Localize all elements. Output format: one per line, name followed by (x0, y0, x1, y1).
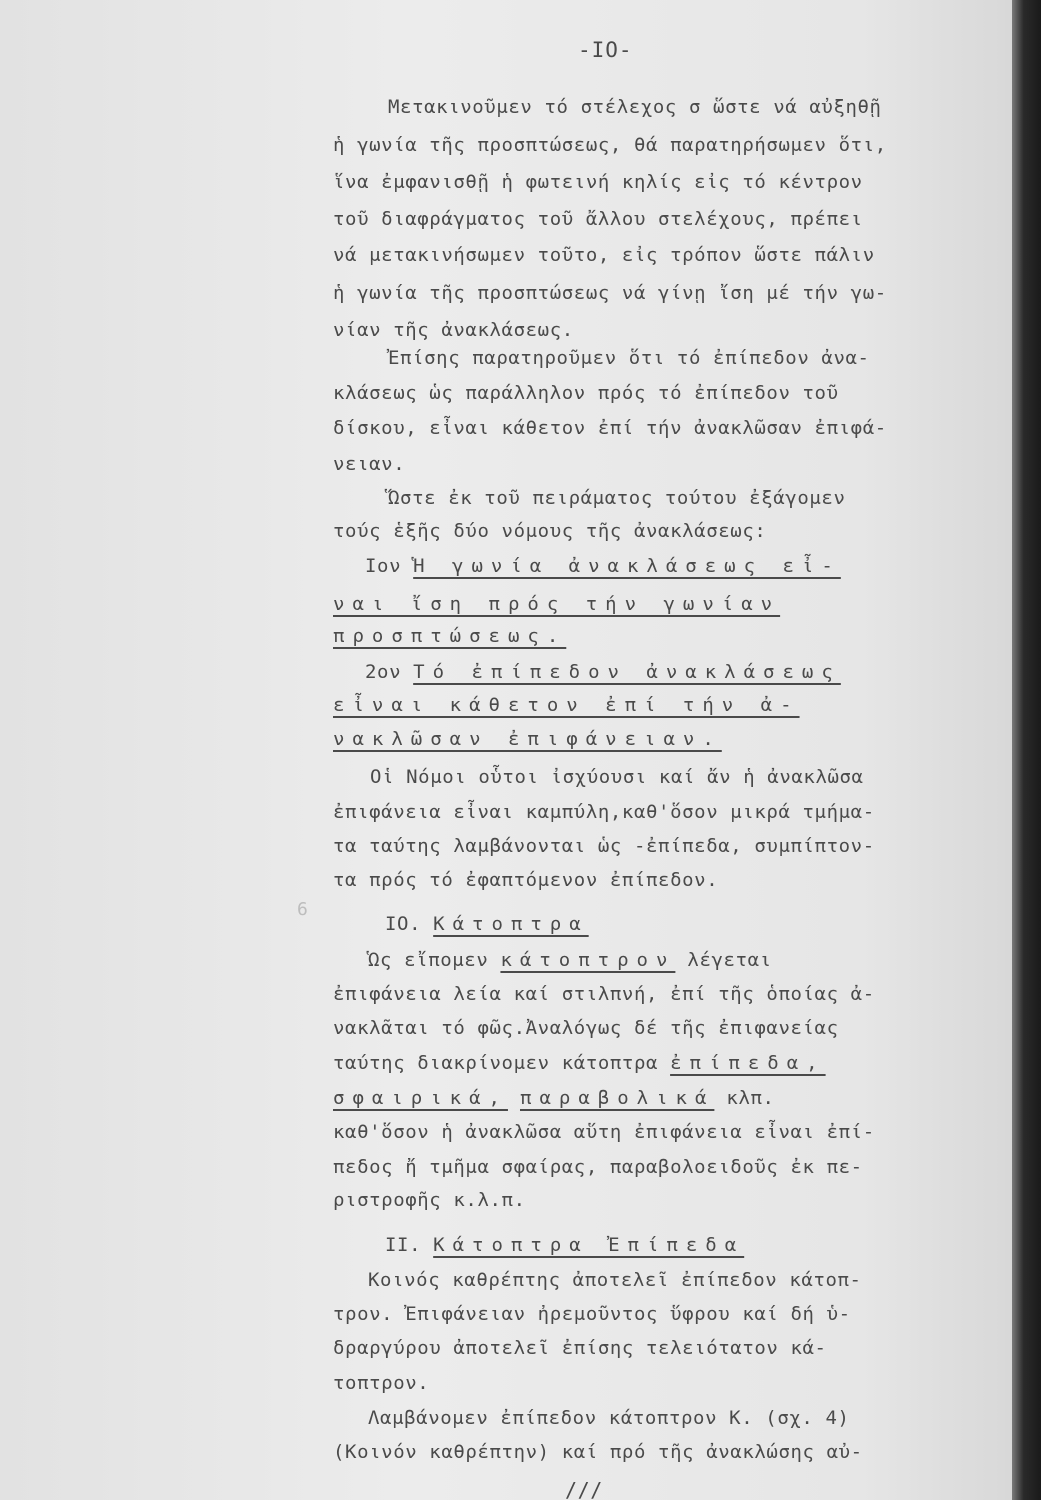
text-line: Λαμβάνομεν ἐπίπεδον κάτοπτρον Κ. (σχ. 4) (368, 1407, 850, 1429)
law-1-text-cont: ναι ἴση πρός τήν γωνίαν (333, 593, 781, 615)
section-10-heading (385, 912, 589, 936)
text-span: ταύτης διακρίνομεν κάτοπτρα (333, 1052, 671, 1074)
text-line (333, 1086, 775, 1110)
section-number: ΙΟ. (385, 913, 434, 935)
text-line: Ὥστε ἐκ τοῦ πειράματος τούτου ἐξάγομεν (388, 487, 846, 509)
law-2-line (365, 660, 841, 684)
text-line: ἡ γωνία τῆς προσπτώσεως νά γίνῃ ἴση μέ τήν γω- (333, 282, 887, 304)
text-line: Οἱ Νόμοι οὗτοι ἰσχύουσι καί ἄν ἡ ἀνακλῶσα (370, 766, 864, 788)
text-span: κλπ. (714, 1087, 775, 1109)
binding-edge (1012, 0, 1041, 1500)
footer-mark: /// (565, 1478, 603, 1500)
term-epipeda: ἐπίπεδα, (670, 1052, 826, 1074)
text-line: δίσκου, εἶναι κάθετον ἐπί τήν ἀνακλῶσαν ἐπιφά- (333, 417, 887, 439)
text-line: ἐπιφάνεια λεία καί στιλπνή, ἐπί τῆς ὁποίας ἀ- (333, 983, 875, 1005)
text-line: νά μετακινήσωμεν τοῦτο, εἰς τρόπον ὥστε πάλιν (333, 244, 875, 266)
text-line: Μετακινοῦμεν τό στέλεχος σ ὥστε νά αὐξηθῇ (388, 96, 882, 118)
text-line: τοπτρον. (333, 1372, 430, 1394)
law-2-text: Τό ἐπίπεδον ἀνακλάσεως (413, 661, 841, 683)
text-line: Κοινός καθρέπτης ἀποτελεῖ ἐπίπεδον κάτοπ- (368, 1269, 862, 1291)
term-paravolika: παραβολικά (520, 1087, 715, 1109)
text-line: δραργύρου ἀποτελεῖ ἐπίσης τελειότατον κά- (333, 1337, 827, 1359)
text-span: λέγεται (675, 949, 772, 971)
text-line: τοῦ διαφράγματος τοῦ ἄλλου στελέχους, πρέπει (333, 208, 863, 230)
term-katoptron: κάτοπτρον (500, 949, 676, 971)
text-line: τα πρός τό ἐφαπτόμενον ἐπίπεδον. (333, 869, 719, 891)
text-line: νίαν τῆς ἀνακλάσεως. (333, 319, 574, 341)
text-line: (Κοινόν καθρέπτην) καί πρό τῆς ἀνακλώσης αὐ- (333, 1441, 863, 1463)
text-line: Ἐπίσης παρατηροῦμεν ὅτι τό ἐπίπεδον ἀνα- (388, 347, 870, 369)
law-2-text-cont: νακλῶσαν ἐπιφάνειαν. (333, 728, 722, 750)
text-line: νακλᾶται τό φῶς.Ἀναλόγως δέ τῆς ἐπιφανείας (333, 1017, 839, 1039)
term-sfairika: σφαιρικά, (333, 1087, 508, 1109)
law-1-text: Ἡ γωνία ἀνακλάσεως εἶ- (413, 555, 841, 577)
text-line: πεδος ἤ τμῆμα σφαίρας, παραβολοειδοῦς ἐκ πε- (333, 1156, 863, 1178)
text-line (368, 948, 772, 972)
text-line: ἵνα ἐμφανισθῇ ἡ φωτεινή κηλίς εἰς τό κέντρον (333, 171, 863, 193)
law-1-number: Ιον (365, 555, 414, 577)
text-line: νειαν. (333, 453, 406, 475)
text-span (508, 1087, 520, 1109)
text-line: ριστροφῆς κ.λ.π. (333, 1189, 526, 1211)
section-number: ΙΙ. (385, 1234, 434, 1256)
text-span: Ὡς εἴπομεν (368, 949, 501, 971)
section-11-heading (385, 1233, 744, 1257)
section-title: Κάτοπτρα (433, 913, 589, 935)
law-1-text-cont: προσπτώσεως. (333, 625, 567, 647)
text-line: τρον. Ἐπιφάνειαν ἠρεμοῦντος ὕφρου καί δή ὑ- (333, 1303, 851, 1325)
text-line: ἡ γωνία τῆς προσπτώσεως, θά παρατηρήσωμεν ὅτι, (333, 134, 887, 156)
text-line: κλάσεως ὡς παράλληλον πρός τό ἐπίπεδον τοῦ (333, 382, 839, 404)
text-line: ἐπιφάνεια εἶναι καμπύλη,καθ'ὅσον μικρά τμήμα- (333, 801, 875, 823)
law-2-text-cont: εἶναι κάθετον ἐπί τήν ἀ- (333, 694, 800, 716)
law-1-line (365, 554, 841, 578)
section-title: Κάτοπτρα Ἐπίπεδα (433, 1234, 745, 1256)
margin-mark: 6 (297, 899, 309, 920)
law-2-number: 2ον (365, 661, 414, 683)
page-number: -IO- (578, 38, 633, 62)
text-line (333, 1051, 826, 1075)
text-line: τούς ἑξῆς δύο νόμους τῆς ἀνακλάσεως: (333, 520, 767, 542)
text-line: καθ'ὅσον ἡ ἀνακλῶσα αὕτη ἐπιφάνεια εἶναι ἐπί- (333, 1121, 875, 1143)
text-line: τα ταύτης λαμβάνονται ὡς -ἐπίπεδα, συμπίπτον- (333, 835, 875, 857)
